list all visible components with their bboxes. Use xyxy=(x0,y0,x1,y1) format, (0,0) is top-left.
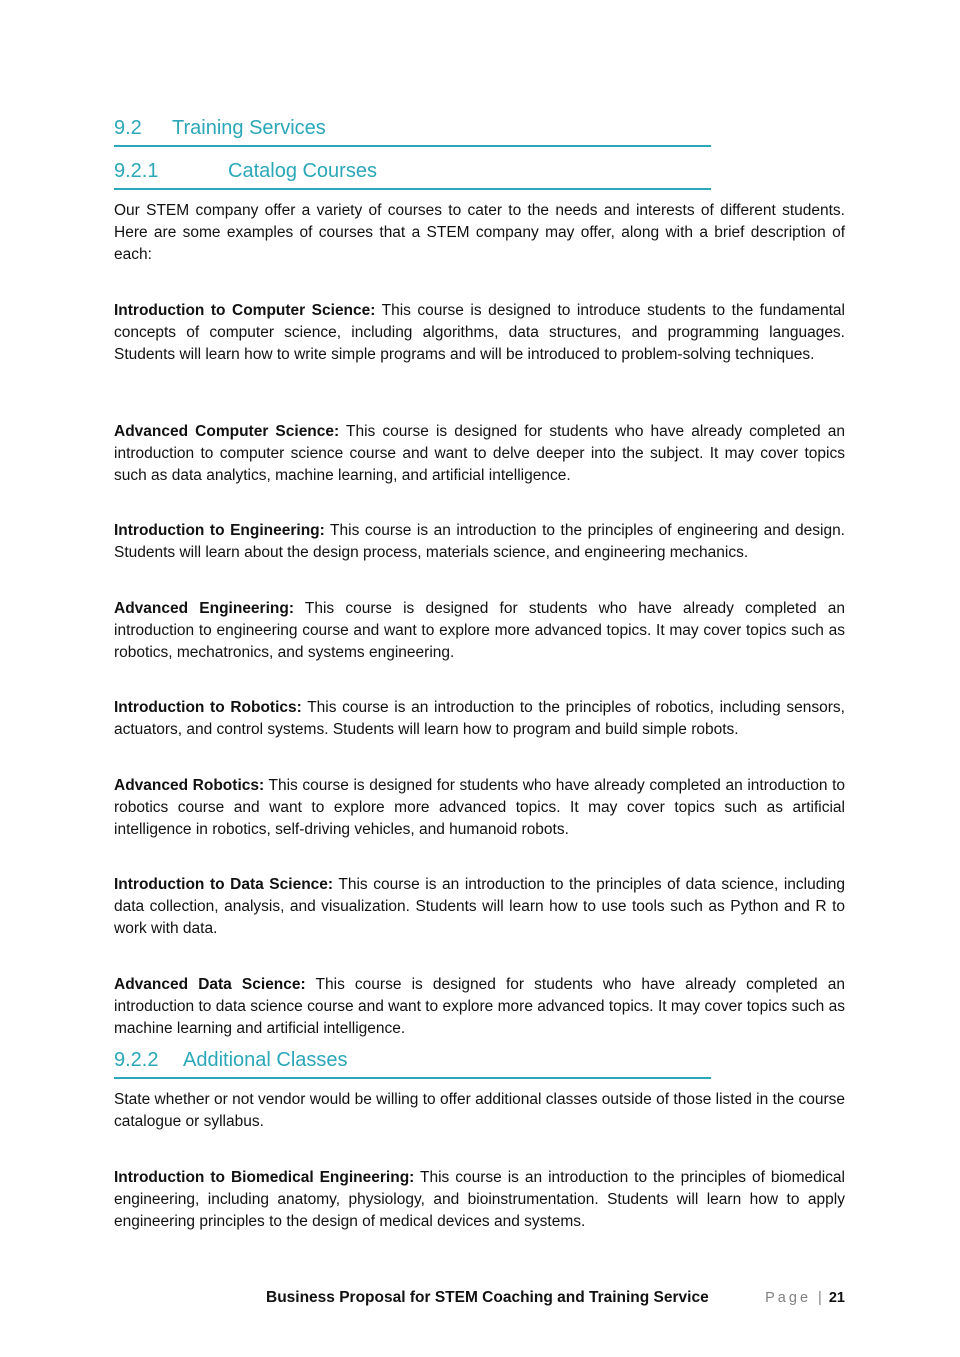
course-title: Introduction to Biomedical Engineering: xyxy=(114,1169,415,1186)
course-paragraph xyxy=(114,874,845,939)
course-title: Introduction to Robotics: xyxy=(114,699,302,716)
course-title: Introduction to Data Science: xyxy=(114,876,334,893)
heading-catalog-courses xyxy=(114,159,711,190)
heading-additional-classes xyxy=(114,1048,711,1079)
course-description: This course is an introduction to the principles of robotics, including sensors, actuators, and control systems. Students will learn how to program and build simple robots. xyxy=(114,699,845,738)
heading-number: 9.2 xyxy=(114,117,142,139)
course-description: This course is an introduction to the principles of biomedical engineering, including anatomy, physiology, and bioinstrumentation. Students will learn how to apply engineering principles to the design of medical devices and systems. xyxy=(114,1169,845,1230)
course-paragraph xyxy=(114,421,845,486)
page-label: Page xyxy=(765,1290,812,1306)
footer-document-title: Business Proposal for STEM Coaching and Training Service xyxy=(266,1289,709,1306)
course-title: Advanced Data Science: xyxy=(114,976,306,993)
course-title: Advanced Computer Science: xyxy=(114,423,340,440)
course-paragraph xyxy=(114,974,845,1039)
course-description: This course is designed for students who have already completed an introduction to data science course and want to explore more advanced topics. It may cover topics such as machine learning and artificial intelligence. xyxy=(114,976,846,1037)
heading-title: Additional Classes xyxy=(183,1049,348,1071)
course-description: This course is an introduction to the principles of data science, including data collection, analysis, and visualization. Students will learn how to use tools such as Python and R to work with data. xyxy=(114,876,845,937)
course-title: Advanced Engineering: xyxy=(114,600,294,617)
heading-number: 9.2.1 xyxy=(114,160,159,182)
course-paragraph xyxy=(114,697,845,741)
page-number: 21 xyxy=(828,1290,845,1306)
course-title: Introduction to Engineering: xyxy=(114,522,325,539)
course-description: This course is designed for students who have already completed an introduction to robotics course and want to explore more advanced topics. It may cover topics such as artificial intelligence in robotics, self-driving vehicles, and humanoid robots. xyxy=(114,777,845,838)
course-description: This course is an introduction to the principles of engineering and design. Students will learn about the design process, materials science, and engineering mechanics. xyxy=(114,522,845,561)
additional-intro-paragraph: State whether or not vendor would be willing to offer additional classes outside of those listed in the course catalogue or syllabus. xyxy=(114,1091,845,1130)
page-separator: | xyxy=(818,1290,822,1306)
course-paragraph xyxy=(114,300,845,365)
heading-training-services xyxy=(114,116,711,147)
heading-number: 9.2.2 xyxy=(114,1049,159,1071)
course-paragraph xyxy=(114,1167,845,1232)
footer-page-number xyxy=(765,1288,845,1308)
heading-title: Catalog Courses xyxy=(228,160,377,182)
course-description: This course is designed to introduce students to the fundamental concepts of computer science, including algorithms, data structures, and programming languages. Students will learn how to write simple programs and will be introduced to problem-solving techniques. xyxy=(114,302,845,363)
intro-paragraph: Our STEM company offer a variety of courses to cater to the needs and interests of different students. Here are some examples of courses that a STEM company may offer, along with a brief description of each: xyxy=(114,202,845,263)
course-title: Advanced Robotics: xyxy=(114,777,265,794)
heading-title: Training Services xyxy=(172,117,326,139)
course-paragraph xyxy=(114,520,845,564)
course-description: This course is designed for students who have already completed an introduction to engineering course and want to explore more advanced topics. It may cover topics such as robotics, mechatronics, and systems engineering. xyxy=(114,600,845,661)
course-description: This course is designed for students who have already completed an introduction to computer science course and want to delve deeper into the subject. It may cover topics such as data analytics, machine learning, and artificial intelligence. xyxy=(114,423,845,484)
course-title: Introduction to Computer Science: xyxy=(114,302,376,319)
course-paragraph xyxy=(114,598,845,663)
course-paragraph xyxy=(114,775,845,840)
